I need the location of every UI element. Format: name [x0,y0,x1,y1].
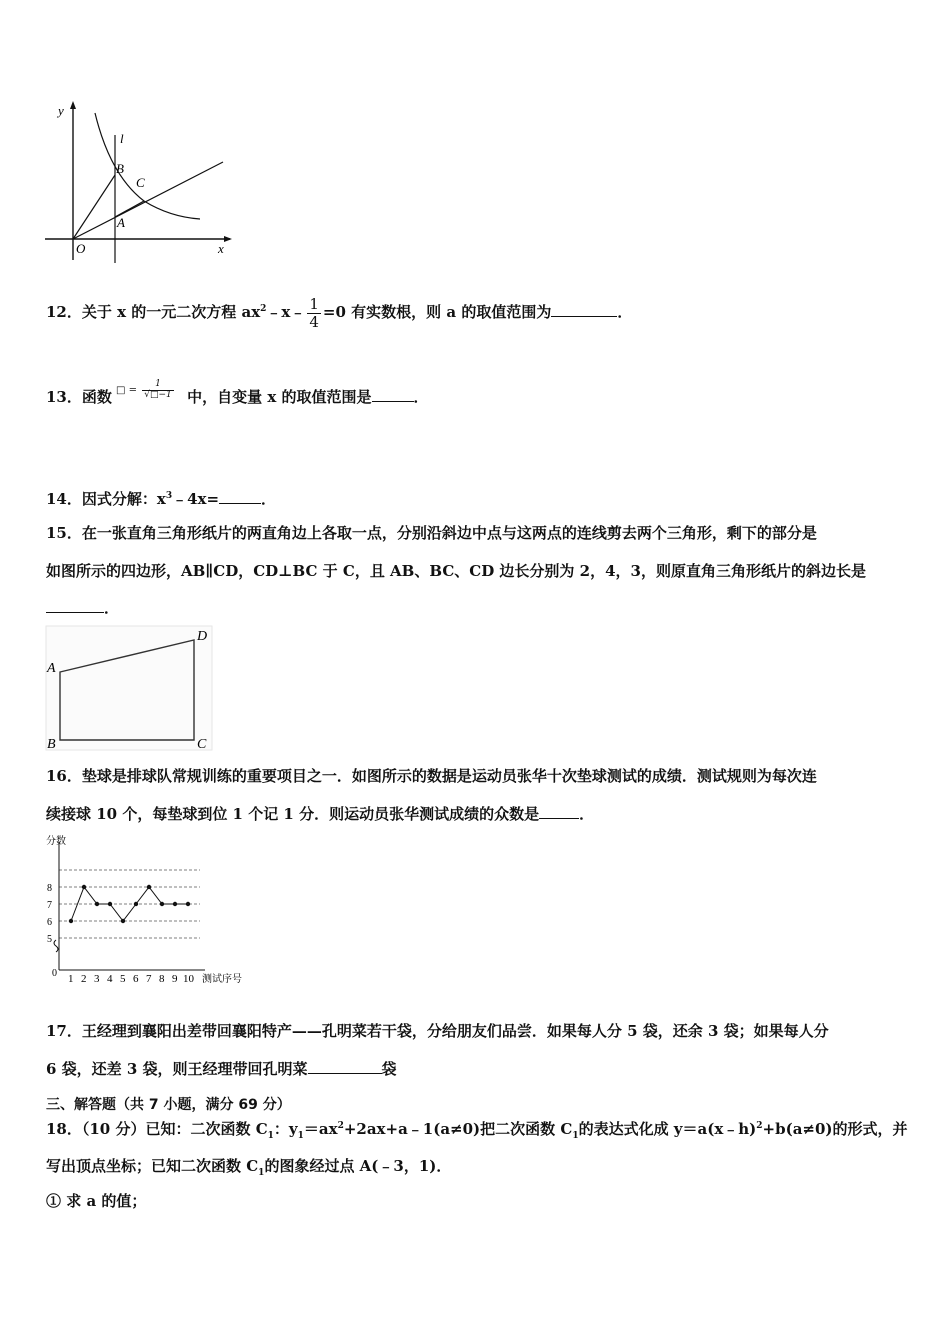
question-16-line2 [46,803,594,824]
x-tick-1: 1 [68,973,74,985]
section-3-title: 三、解答题（共 7 小题，满分 69 分） [46,1097,291,1113]
x-tick-8: 8 [159,973,165,985]
x-tick-10: 10 [183,973,194,985]
q13-prefix: 13．函数 [46,388,112,406]
question-12 [46,296,632,330]
q13-formula-num: 1 [155,379,161,389]
data-point-1 [69,919,73,923]
label-b: B [47,737,56,752]
q18-line2b: 的图象经过点 A(﹣3，1)． [264,1157,452,1175]
label-a: A [47,661,56,676]
q14-prefix: 14．因式分解：x [46,490,166,508]
function-graph-figure [40,95,240,265]
question-14 [46,488,276,509]
data-point-6 [134,902,138,906]
line-oc [73,162,223,239]
q14-end: ． [261,490,277,508]
x-tick-5: 5 [120,973,126,985]
q18-p2: ：y [273,1120,298,1138]
question-18-line2 [46,1155,451,1178]
label-o: O [76,241,86,256]
q12-mid: ﹣x﹣ [266,303,306,321]
y-axis-title: 分数 [46,836,66,847]
q18-sub2: 1 [297,1131,304,1141]
q16-end: ． [579,805,595,823]
data-point-8 [160,902,164,906]
q12-answer-blank[interactable] [551,302,617,317]
q18-p1: 18．（10 分）已知：二次函数 C [46,1120,268,1138]
x-tick-4: 4 [107,973,113,985]
q13-answer-blank[interactable] [372,387,414,402]
label-c: C [197,737,207,752]
question-13 [46,379,429,407]
q12-sup: 2 [260,304,267,314]
data-point-2 [82,885,86,889]
x-tick-3: 3 [94,973,100,985]
q12-frac-den: 4 [309,312,319,331]
q18-line2-sub: 1 [258,1168,265,1178]
q12-end: ． [617,303,633,321]
quadrilateral-figure [44,624,216,752]
q14-answer-blank[interactable] [219,489,261,504]
q13-formula-den: √□−1 [144,389,172,400]
data-point-4 [108,902,112,906]
data-point-10 [186,902,190,906]
q15-end: ． [104,599,120,617]
q18-p6: +b(a≠0)的形式，并 [762,1120,908,1138]
q18-p5: 的表达式化成 y＝a(x﹣h) [578,1120,757,1138]
question-18-line1 [46,1118,908,1141]
q14-sup: 3 [165,491,173,501]
q13-formula-lhs: □ = [116,384,138,396]
line-ob [73,175,115,239]
q18-sub4: 1 [572,1131,579,1141]
q17-end: 袋 [381,1060,397,1078]
y-axis-arrow [70,101,76,109]
question-15-line3 [46,597,119,618]
q18-sup5: 2 [756,1121,763,1131]
q17-answer-blank[interactable] [308,1059,382,1074]
x-tick-7: 7 [146,973,152,985]
y-tick-8: 8 [47,883,52,894]
q16-line2-text: 续接球 10 个，每垫球到位 1 个记 1 分．则运动员张华测试成绩的众数是 [46,805,540,823]
q13-end: ． [413,388,429,406]
q18-sup3: 2 [337,1121,344,1131]
q15-answer-blank[interactable] [46,598,104,613]
question-17-line2 [46,1058,397,1079]
label-x: x [218,241,224,256]
x-axis-title: 测试序号 [202,974,242,985]
q13-formula-frac [142,380,174,401]
data-point-7 [147,885,151,889]
question-18-subquestion-1: ① 求 a 的值； [46,1192,147,1210]
label-b: B [116,161,124,176]
axis-break-mark [54,940,58,952]
q12-prefix: 12．关于 x 的一元二次方程 ax [46,303,261,321]
q18-p3: ＝ax [303,1120,338,1138]
score-line-chart [40,832,260,992]
q13-formula-image [116,380,176,401]
q13-suffix: 中，自变量 x 的取值范围是 [187,388,372,406]
question-17-line1: 17．王经理到襄阳出差带回襄阳特产——孔明菜若干袋，分给朋友们品尝．如果每人分 5 袋，还余 3 袋；如果每人分 [46,1022,829,1040]
question-16-line1: 16．垫球是排球队常规训练的重要项目之一．如图所示的数据是运动员张华十次垫球测试的成绩．测试规则为每次连 [46,767,817,785]
q18-line2a: 写出顶点坐标；已知二次函数 C [46,1157,259,1175]
label-l: l [120,131,124,146]
data-point-3 [95,902,99,906]
label-y: y [58,103,64,118]
data-point-5 [121,919,125,923]
q18-sub1: 1 [267,1131,274,1141]
figure-frame [46,626,212,750]
q12-frac-num: 1 [309,295,319,313]
q12-suffix: =0 有实数根，则 a 的取值范围为 [322,303,552,321]
question-15-line1: 15．在一张直角三角形纸片的两直角边上各取一点，分别沿斜边中点与这两点的连线剪去两个三角形，剩下的部分是 [46,524,817,542]
hyperbola-curve [95,113,200,219]
data-point-9 [173,902,177,906]
x-tick-6: 6 [133,973,139,985]
q12-fraction [307,296,321,330]
x-tick-9: 9 [172,973,178,985]
q18-p4: +2ax+a﹣1(a≠0)把二次函数 C [343,1120,573,1138]
y-tick-5: 5 [47,934,52,945]
label-c: C [136,175,145,190]
y-tick-0: 0 [52,968,57,979]
label-d: D [197,629,208,644]
label-a: A [117,215,125,230]
q16-answer-blank[interactable] [539,804,579,819]
q14-suffix: ﹣4x= [172,490,220,508]
question-15-line2: 如图所示的四边形，AB∥CD，CD⊥BC 于 C，且 AB、BC、CD 边长分别为 2，4，3，则原直角三角形纸片的斜边长是 [46,562,866,580]
y-tick-6: 6 [47,917,52,928]
x-tick-2: 2 [81,973,87,985]
x-axis-arrow [224,236,232,242]
q17-line2-text: 6 袋，还差 3 袋，则王经理带回孔明菜 [46,1060,308,1078]
y-tick-7: 7 [47,900,52,911]
